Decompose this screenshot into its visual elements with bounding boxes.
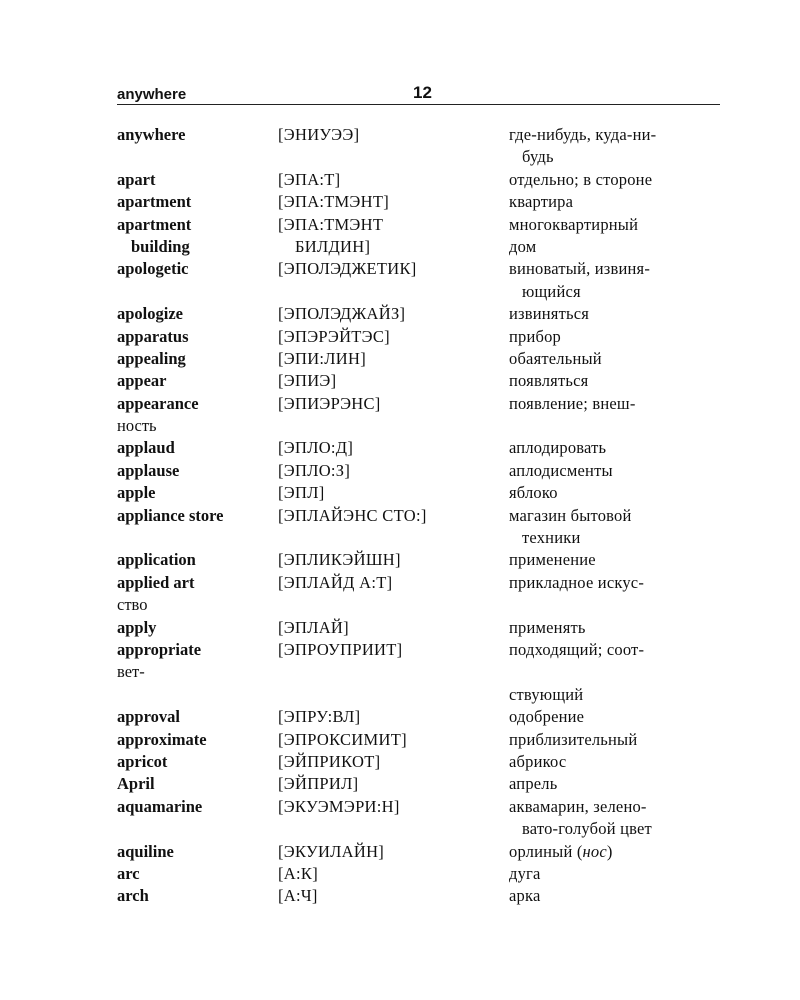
- entry-word: apologize: [117, 304, 183, 324]
- entry-meaning: аплодисменты: [509, 460, 613, 480]
- entry-row: [117, 527, 727, 549]
- entry-transcription: [ЭПОЛЭДЖАЙЗ]: [278, 304, 406, 324]
- entry-transcription: [ЭПИЭРЭНС]: [278, 393, 381, 413]
- entry-meaning: ствующий: [509, 684, 584, 704]
- entry-word: appearance: [117, 393, 199, 413]
- entry-word: appropriate: [117, 639, 202, 659]
- entry-transcription: [ЭКУЭМЭРИ:Н]: [278, 796, 400, 816]
- entry-meaning: приблизительный: [509, 729, 638, 749]
- entry-transcription: [ЭПЛИКЭЙШН]: [278, 550, 401, 570]
- entry-transcription: [ЭПЛАЙД А:Т]: [278, 572, 393, 592]
- entry-meaning: арка: [509, 886, 541, 906]
- entry-meaning: аквамарин, зелено-: [509, 796, 647, 816]
- entry-row: [117, 729, 727, 751]
- entry-word: arc: [117, 863, 140, 883]
- entry-meaning: апрель: [509, 774, 558, 794]
- entry-transcription: [ЭПЛАЙЭНС СТО:]: [278, 505, 427, 525]
- entry-row: [117, 326, 727, 348]
- entry-transcription: [ЭНИУЭЭ]: [278, 125, 360, 144]
- entry-meaning-continued: техники: [522, 528, 581, 548]
- entry-transcription: [ЭПИ:ЛИН]: [278, 348, 367, 368]
- entry-transcription: [ЭЙПРИЛ]: [278, 774, 359, 794]
- page-header: [117, 82, 720, 105]
- entry-word: apply: [117, 617, 157, 637]
- entry-word: applause: [117, 460, 180, 480]
- entry-row: [117, 885, 727, 907]
- entry-row: [117, 191, 727, 213]
- entry-row: [117, 169, 727, 191]
- entry-word: apartment: [117, 214, 192, 234]
- entry-transcription: [ЭПРОУПРИИТ]: [278, 639, 403, 659]
- entry-word: approval: [117, 707, 180, 727]
- entry-meaning: квартира: [509, 192, 574, 212]
- entry-row: [117, 505, 727, 527]
- dictionary-entries: [117, 124, 727, 908]
- entry-meaning: аплодировать: [509, 438, 607, 458]
- entry-meaning: [509, 841, 613, 863]
- entry-meaning: магазин бытовой: [509, 505, 632, 525]
- entry-transcription: [А:Ч]: [278, 886, 318, 906]
- entry-row: [117, 684, 727, 706]
- entry-transcription: [А:К]: [278, 863, 318, 883]
- entry-transcription: [ЭПРУ:ВЛ]: [278, 707, 361, 727]
- page-number: 12: [413, 83, 432, 102]
- entry-word: appear: [117, 371, 167, 391]
- entry-word-overflow: вет-: [117, 662, 145, 682]
- entry-transcription: [ЭПЛ]: [278, 483, 325, 503]
- running-headword: anywhere: [117, 86, 187, 103]
- entry-word-overflow: ность: [117, 416, 157, 436]
- entry-transcription: [ЭПА:ТМЭНТ: [278, 214, 384, 234]
- entry-row: [117, 706, 727, 728]
- entry-meaning-continued: ющийся: [522, 281, 581, 301]
- entry-meaning: появление; внеш-: [509, 393, 636, 413]
- entry-word: application: [117, 550, 196, 570]
- entry-word-overflow: ство: [117, 595, 148, 615]
- entry-transcription: [ЭПИЭ]: [278, 371, 337, 391]
- entry-word-continued: building: [131, 236, 190, 256]
- entry-meaning: прикладное искус-: [509, 572, 645, 592]
- entry-row: [117, 236, 727, 258]
- entry-row: [117, 370, 727, 392]
- entry-meaning-continued: будь: [522, 147, 554, 167]
- entry-row: [117, 303, 727, 325]
- entry-transcription-continued: БИЛДИН]: [295, 236, 371, 256]
- entry-word: apparatus: [117, 326, 189, 346]
- entry-word: appealing: [117, 348, 186, 368]
- entry-meaning: прибор: [509, 326, 562, 346]
- entry-transcription: [ЭПОЛЭДЖЕТИК]: [278, 259, 417, 279]
- entry-word: April: [117, 774, 155, 794]
- entry-row: [117, 863, 727, 885]
- entry-word: anywhere: [117, 125, 186, 144]
- entry-meaning: появляться: [509, 371, 589, 391]
- entry-row: [117, 751, 727, 773]
- entry-row: [117, 415, 727, 437]
- entry-row: [117, 281, 727, 303]
- entry-row: [117, 773, 727, 795]
- entry-meaning: отдельно; в стороне: [509, 169, 653, 189]
- entry-row: [117, 617, 727, 639]
- entry-row: [117, 348, 727, 370]
- entry-meaning: дуга: [509, 863, 541, 883]
- entry-word: apologetic: [117, 259, 189, 279]
- entry-word: aquamarine: [117, 796, 203, 816]
- entry-word: apple: [117, 483, 156, 503]
- entry-meaning: абрикос: [509, 751, 567, 771]
- entry-meaning-text: орлиный (: [509, 841, 583, 861]
- entry-meaning: обаятельный: [509, 348, 602, 368]
- entry-row: [117, 437, 727, 459]
- entry-row: [117, 639, 727, 661]
- entry-transcription: [ЭЙПРИКОТ]: [278, 751, 381, 771]
- entry-row: [117, 258, 727, 280]
- entry-meaning-text-end: ): [606, 841, 613, 861]
- entry-word: apartment: [117, 192, 192, 212]
- entry-row: [117, 146, 727, 168]
- entry-meaning-continued: вато-голубой цвет: [522, 819, 652, 839]
- entry-meaning: яблоко: [509, 483, 558, 503]
- entry-meaning: подходящий; соот-: [509, 639, 645, 659]
- entry-word: apricot: [117, 751, 168, 771]
- entry-meaning: где-нибудь, куда-ни-: [509, 125, 657, 144]
- entry-word: applaud: [117, 438, 175, 458]
- entry-word: approximate: [117, 729, 207, 749]
- entry-meaning: извиняться: [509, 304, 590, 324]
- entry-transcription: [ЭПЭРЭЙТЭС]: [278, 326, 390, 346]
- entry-row: [117, 549, 727, 571]
- entry-row: [117, 796, 727, 818]
- entry-meaning-note: нос: [582, 841, 607, 861]
- entry-transcription: [ЭПЛАЙ]: [278, 617, 349, 637]
- entry-transcription: [ЭПЛО:З]: [278, 460, 351, 480]
- entry-row: [117, 818, 727, 840]
- entry-row: [117, 460, 727, 482]
- entry-row: [117, 841, 727, 863]
- entry-word: applied art: [117, 572, 195, 592]
- entry-row: [117, 661, 727, 683]
- entry-meaning: одобрение: [509, 707, 585, 727]
- entry-row: [117, 214, 727, 236]
- entry-transcription: [ЭПА:ТМЭНТ]: [278, 192, 390, 212]
- entry-word: apart: [117, 169, 156, 189]
- entry-row: [117, 393, 727, 415]
- entry-row: [117, 124, 727, 146]
- entry-transcription: [ЭКУИЛАЙН]: [278, 841, 385, 861]
- entry-meaning: многоквартирный: [509, 214, 639, 234]
- entry-transcription: [ЭПРОКСИМИТ]: [278, 729, 407, 749]
- entry-word: arch: [117, 886, 149, 906]
- entry-transcription: [ЭПЛО:Д]: [278, 438, 354, 458]
- entry-word: appliance store: [117, 505, 224, 525]
- entry-row: [117, 572, 727, 594]
- entry-transcription: [ЭПА:Т]: [278, 169, 341, 189]
- entry-row: [117, 594, 727, 616]
- entry-word: aquiline: [117, 841, 174, 861]
- entry-meaning: виноватый, извиня-: [509, 259, 651, 279]
- entry-meaning: применять: [509, 617, 586, 637]
- entry-row: [117, 482, 727, 504]
- entry-meaning: применение: [509, 550, 596, 570]
- entry-meaning: дом: [509, 236, 537, 256]
